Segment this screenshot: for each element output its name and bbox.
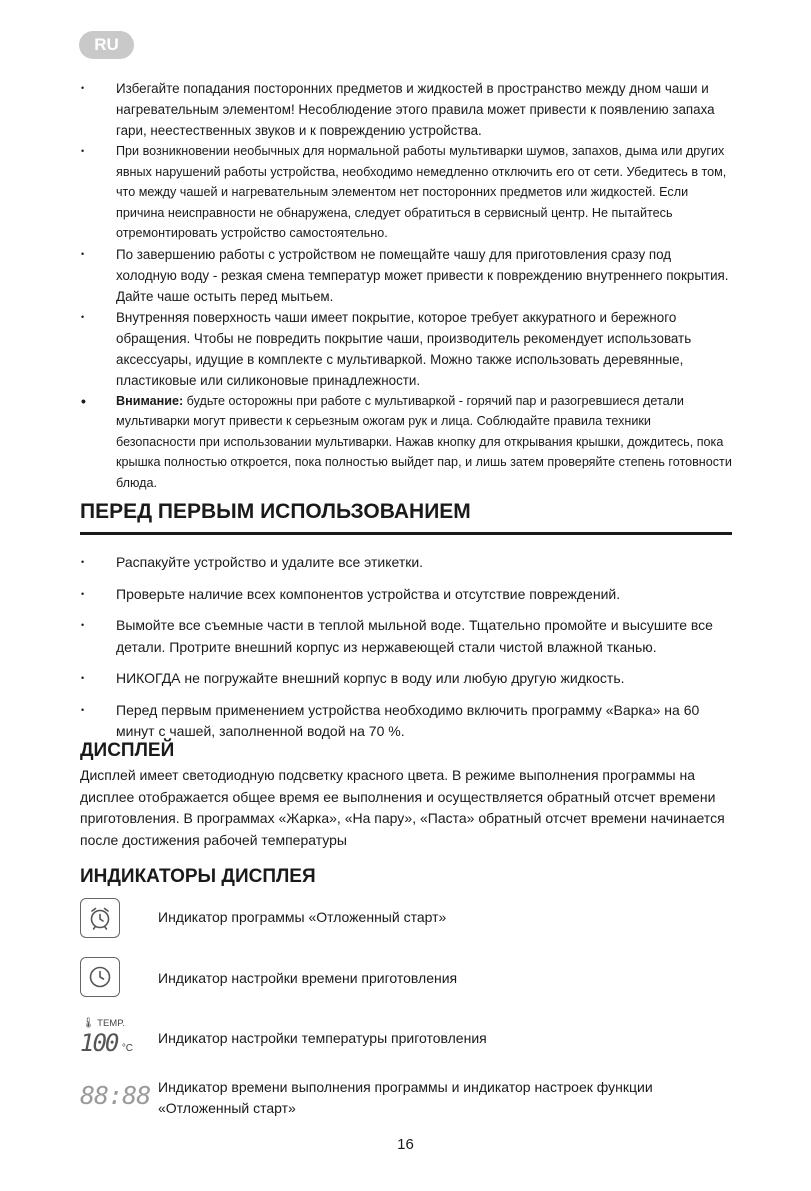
list-item: • Распакуйте устройство и удалите все этикетки. [80,552,732,574]
page-number: 16 [397,1136,414,1153]
indicators-heading: ИНДИКАТОРЫ ДИСПЛЕЯ [80,866,316,887]
segment-time-icon [80,1081,155,1110]
attention-label: Внимание: [116,393,184,408]
list-item: • При возникновении необычных для нормальной работы мультиварки шумов, запахов, дыма или других явных нарушений работы устройства, необходимо немедленно отключить его от сети. Убедитесь в том, что между чашей и нагревательным элементом нет посторонних предметов или жидкостей. Если причина неисправности не обнаружена, следует обратиться в сервисный центр. Не пытайтесь отремонтировать устройство самостоятельно. [80,141,732,244]
temperature-unit: °C [121,1043,134,1054]
list-item: • Внутренняя поверхность чаши имеет покрытие, которое требует аккуратного и бережного обращения. Чтобы не повредить покрытие чаши, производитель рекомендует использовать аксессуары, идущие в комплекте с мультиваркой. Можно также использовать деревянные, пластиковые или силиконовые принадлежности. [80,307,732,391]
first-use-list [80,552,732,753]
indicator-label: Индикатор времени выполнения программы и индикатор настроек функции «Отложенный старт» [158,1079,653,1116]
list-item: • Проверьте наличие всех компонентов устройства и отсутствие повреждений. [80,584,732,606]
attention-item [80,391,732,494]
list-item: • НИКОГДА не погружайте внешний корпус в воду или любую другую жидкость. [80,668,732,690]
indicator-label: Индикатор настройки времени приготовления [158,970,458,986]
attention-text: будьте осторожны при работе с мультиваркой - горячий пар и разогревшиеся детали мультиварки могут привести к серьезным ожогам рук и лица. Соблюдайте правила техники безопасности при использовании мультиварки. Нажав кнопку для открывания крышки, дождитесь, пока крышка полностью откроется, пока полностью выйдет пар, и лишь затем проверяйте степень готовности блюда. [116,393,732,490]
temperature-value: 100 [80,1029,118,1057]
segment-time-value: 88:88 [80,1081,151,1110]
temperature-icon [80,1018,150,1062]
list-item: • По завершению работы с устройством не помещайте чашу для приготовления сразу под холодную воду - резкая смена температур может привести к повреждению внутреннего покрытия. Дайте чаше остыть перед мытьем. [80,244,732,307]
list-item: • Вымойте все съемные части в теплой мыльной воде. Тщательно промойте и высушите все детали. Протрите внешний корпус из нержавеющей стали чистой влажной тканью. [80,615,732,658]
indicator-label: Индикатор настройки температуры приготовления [158,1030,487,1046]
display-heading: ДИСПЛЕЙ [80,740,175,761]
list-item: • Избегайте попадания посторонних предметов и жидкостей в пространство между дном чаши и нагревательным элементом! Несоблюдение этого правила может привести к появлению запаха гари, неестественных звуков и к повреждению устройства. [80,78,732,141]
safety-warnings-list [80,78,732,493]
temperature-caption: TEMP. [97,1018,125,1029]
list-item: • Перед первым применением устройства необходимо включить программу «Варка» на 60 минут с чашей, заполненной водой на 70 %. [80,700,732,743]
display-description: Дисплей имеет светодиодную подсветку красного цвета. В режиме выполнения программы на дисплее отображается общее время ее выполнения и осуществляется обратный отсчет времени приготовления. В программах «Жарка», «На пару», «Паста» обратный отсчет времени начинается после достижения рабочей температуры [80,767,725,848]
first-use-heading: ПЕРЕД ПЕРВЫМ ИСПОЛЬЗОВАНИЕМ [80,500,732,535]
indicator-label: Индикатор программы «Отложенный старт» [158,909,447,925]
thermometer-icon: 🌡 [82,1018,95,1029]
alarm-clock-icon [80,898,120,938]
clock-icon [80,957,120,997]
language-badge: RU [79,31,134,59]
